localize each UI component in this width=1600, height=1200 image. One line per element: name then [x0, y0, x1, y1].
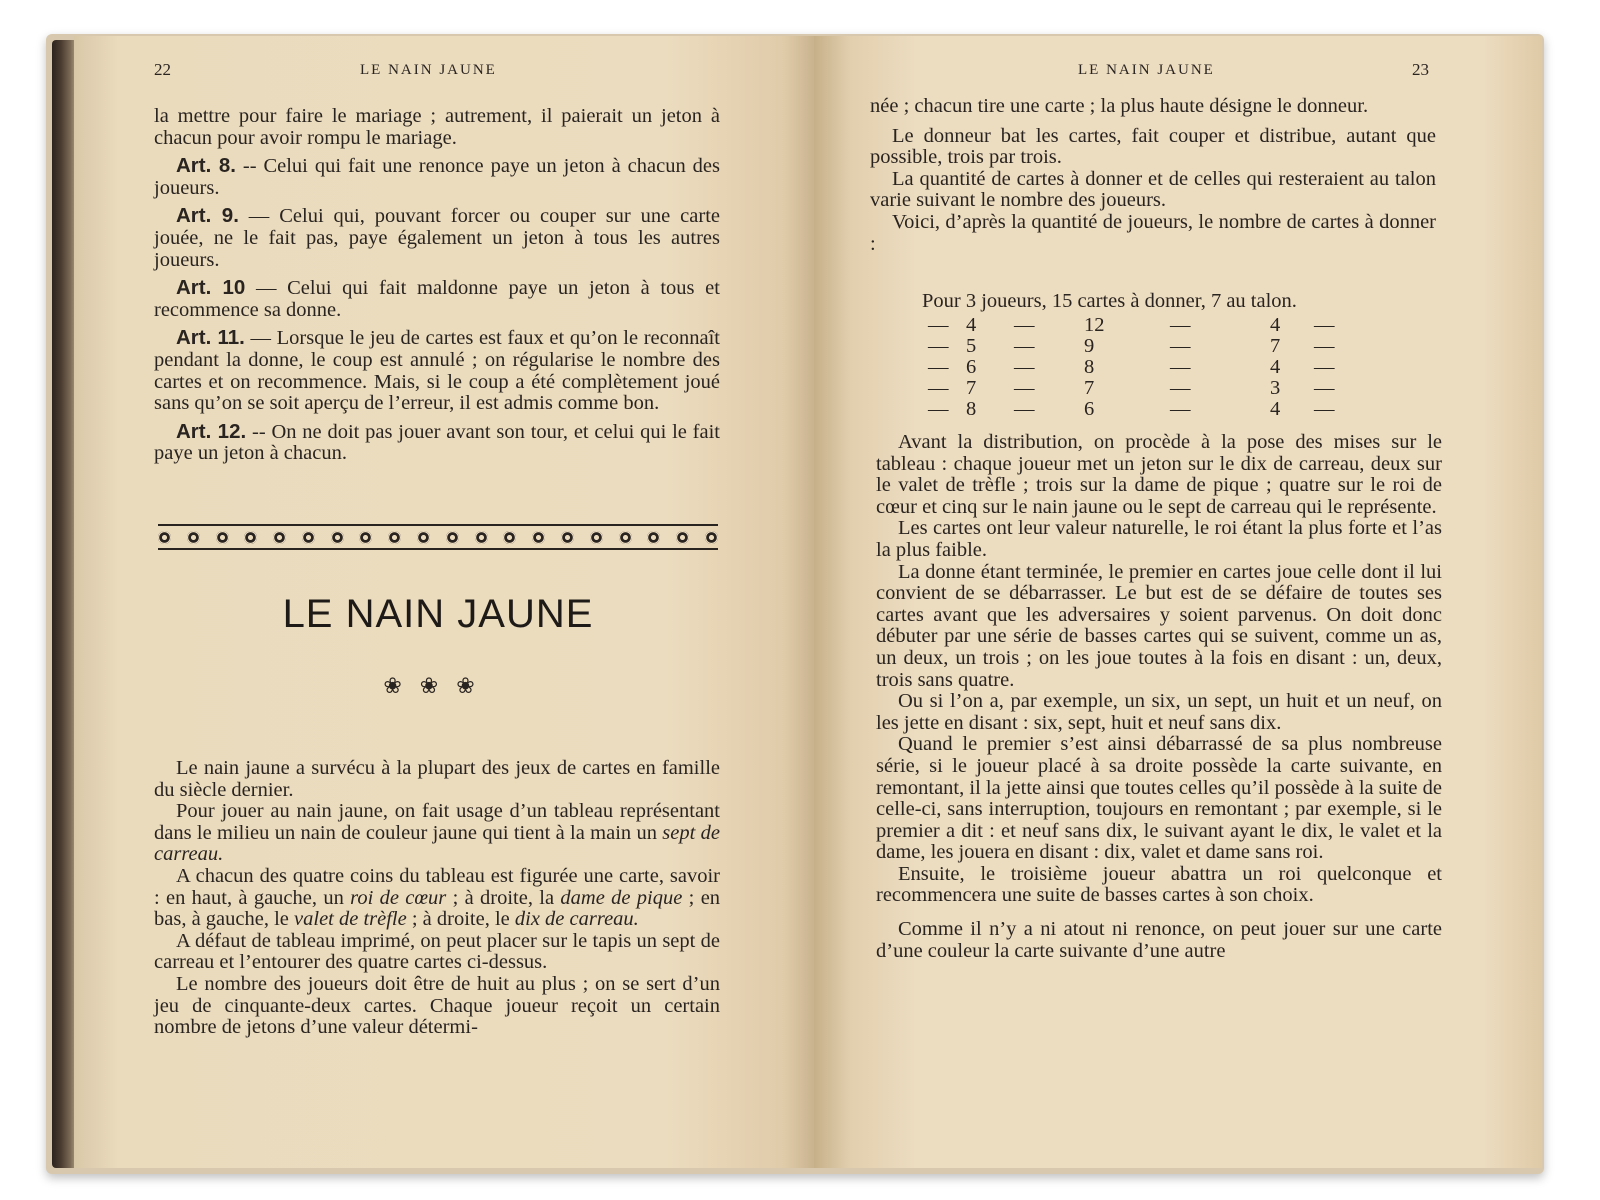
rules-block	[876, 432, 1442, 962]
italic-run: sept de carreau.	[154, 821, 720, 866]
table-dash: —	[928, 398, 949, 420]
table-cell: 6	[966, 356, 977, 378]
italic-run: dix de carreau.	[514, 908, 639, 931]
table-dash: —	[1014, 398, 1035, 420]
table-cell: 4	[1270, 356, 1281, 378]
table-row	[914, 398, 1434, 419]
table-dash: —	[1314, 335, 1335, 357]
table-dash: —	[1014, 314, 1035, 336]
table-dash: —	[928, 356, 949, 378]
table-cell: 3	[1270, 377, 1281, 399]
card-distribution-table	[914, 290, 1434, 419]
intro-block	[154, 758, 720, 1039]
table-first-line	[914, 290, 1434, 314]
article-text: -- On ne doit pas jouer avant son tour, et celui qui le fait paye un jeton à chacun.	[154, 420, 720, 465]
table-cell: 8	[966, 398, 977, 420]
article-8	[154, 155, 720, 199]
table-cell: 4	[1270, 398, 1281, 420]
article-10	[154, 277, 720, 321]
article-label: Art. 8.	[176, 154, 236, 178]
text-run: ; à droite, la	[446, 886, 561, 909]
table-dash: —	[1314, 356, 1335, 378]
article-text: -- Celui qui fait une renonce paye un jeton à chacun des joueurs.	[154, 155, 720, 199]
table-dash: —	[1314, 398, 1335, 420]
intro-block	[870, 96, 1436, 255]
text-run: ; à droite, le	[406, 908, 515, 931]
paragraph	[154, 801, 720, 866]
text-run: ; en bas, à gauche, le	[154, 886, 721, 931]
table-dash: —	[1170, 377, 1191, 399]
paragraph: Le donneur bat les cartes, fait couper et distribue, autant que possible, trois par trois.	[870, 124, 1436, 169]
paragraph: Les cartes ont leur valeur naturelle, le roi étant la plus forte et l’as la plus faible.	[876, 517, 1442, 561]
article-text: — Celui qui, pouvant forcer ou couper sur une carte jouée, ne le fait pas, paye également un jeton à tous les autres joueurs.	[154, 205, 720, 271]
article-11	[154, 327, 720, 414]
running-head: LE NAIN JAUNE	[360, 62, 497, 78]
table-row	[914, 335, 1434, 356]
table-cell: 6	[1084, 398, 1095, 420]
table-dash: —	[1170, 335, 1191, 357]
table-dash: —	[1014, 377, 1035, 399]
paragraph: La quantité de cartes à donner et de celles qui resteraient au talon varie suivant le nombre des joueurs.	[870, 167, 1436, 212]
text-run: A chacun des quatre coins du tableau est figurée une carte, savoir : en haut, à gauche, un	[154, 864, 720, 909]
table-dash: —	[928, 314, 949, 336]
left-page	[74, 36, 814, 1168]
article-label: Art. 10	[176, 276, 246, 300]
table-dash: —	[1170, 356, 1191, 378]
paragraph: Comme il n’y a ni atout ni renonce, on peut jouer sur une carte d’une couleur la carte suivante d’une autre	[876, 918, 1442, 962]
paragraph: Le nombre des joueurs doit être de huit au plus ; on se sert d’un jeu de cinquante-deux cartes. Chaque joueur reçoit un certain nombre de jetons d’une valeur détermi-	[154, 972, 720, 1039]
table-dash: —	[1014, 335, 1035, 357]
article-text: — Celui qui fait maldonne paye un jeton à tous et recommence sa donne.	[154, 277, 720, 321]
table-cell: 4	[1270, 314, 1281, 336]
paragraph: la mettre pour faire le mariage ; autrement, il paierait un jeton à chacun pour avoir rompu le mariage.	[154, 105, 720, 149]
table-cell: 7	[1084, 377, 1095, 399]
italic-run: dame de pique	[560, 886, 683, 909]
table-dash: —	[1170, 314, 1191, 336]
paragraph: Avant la distribution, on procède à la pose des mises sur le tableau : chaque joueur met un jeton sur le dix de carreau, deux sur le valet de trèfle ; trois sur la dame de pique ; quatre sur le roi de cœur et cinq sur le nain jaune ou le sept de carreau qui le représente.	[876, 431, 1442, 518]
text-run: Pour jouer au nain jaune, on fait usage d’un tableau représentant dans le milieu un nain de couleur jaune qui tient à la main un	[154, 800, 720, 844]
table-cell: 9	[1084, 335, 1095, 357]
ornamental-divider	[158, 524, 718, 550]
table-row	[914, 356, 1434, 377]
article-label: Art. 12.	[176, 419, 247, 443]
paragraph: Voici, d’après la quantité de joueurs, le nombre de cartes à donner :	[870, 210, 1436, 255]
article-text: — Lorsque le jeu de cartes est faux et qu’on le reconnaît pendant la donne, le coup est annulé ; on régularise le nombre des cartes et on recommence. Mais, si le coup a été complètement joué sans qu’on se soit aperçu de l’erreur, il est admis comme bon.	[154, 327, 720, 415]
right-page	[814, 36, 1542, 1168]
fleuron-ornament: ❀❀❀	[383, 674, 493, 699]
table-cell: 5	[966, 335, 977, 357]
paragraph: née ; chacun tire une carte ; la plus haute désigne le donneur.	[870, 95, 1369, 117]
articles-block	[154, 106, 720, 465]
table-row	[914, 377, 1434, 398]
italic-run: roi de cœur	[350, 886, 447, 909]
article-label: Art. 11.	[176, 326, 245, 350]
paragraph	[154, 866, 720, 931]
paragraph: Quand le premier s’est ainsi débarrassé de sa plus nombreuse série, si le joueur placé à sa droite possède la carte suivante, en remontant, il la jette ainsi que toutes celles qu’il possède à la suite de celle-ci, sans interruption, toujours en remontant ; par exemple, si le premier a dit : et neuf sans dix, le suivant ayant le dix, le valet et la dame, les jouera en disant : dix, valet et dame sans roi.	[876, 733, 1442, 864]
paragraph: La donne étant terminée, le premier en cartes joue celle dont il lui convient de se débarrasser. Le but est de se défaire de toutes ses cartes avant que les adversaires y soient parvenus. On doit donc débuter par une série de basses cartes qui se suivent, comme un as, un deux, un trois ; on les joue toutes à la fois en disant : un, deux, trois sans quatre.	[876, 560, 1442, 691]
page-number: 23	[1412, 60, 1429, 79]
table-cell: 4	[966, 314, 977, 336]
article-label: Art. 9.	[176, 204, 239, 228]
table-dash: —	[928, 335, 949, 357]
paragraph: Ou si l’on a, par exemple, un six, un sept, un huit et un neuf, on les jette en disant : six, sept, huit et neuf sans dix.	[876, 690, 1442, 734]
paragraph: A défaut de tableau imprimé, on peut placer sur le tapis un sept de carreau et l’entourer des quatre cartes ci-dessus.	[154, 929, 720, 974]
table-dash: —	[1170, 398, 1191, 420]
table-dash: —	[928, 377, 949, 399]
running-head: LE NAIN JAUNE	[1078, 62, 1215, 78]
table-cell: 7	[1270, 335, 1281, 357]
table-cell: Pour 3 joueurs, 15 cartes à donner, 7 au talon.	[922, 290, 1297, 312]
chapter-title: LE NAIN JAUNE	[282, 592, 594, 636]
table-dash: —	[1314, 377, 1335, 399]
table-cell: 8	[1084, 356, 1095, 378]
paragraph: Le nain jaune a survécu à la plupart des jeux de cartes en famille du siècle dernier.	[154, 757, 720, 801]
page-number: 22	[154, 60, 171, 79]
italic-run: valet de trèfle	[294, 908, 407, 931]
table-cell: 7	[966, 377, 977, 399]
article-12	[154, 421, 720, 465]
table-row	[914, 314, 1434, 335]
table-dash: —	[1014, 356, 1035, 378]
table-dash: —	[1314, 314, 1335, 336]
table-cell: 12	[1084, 314, 1105, 336]
paragraph: Ensuite, le troisième joueur abattra un roi quelconque et recommencera une suite de basses cartes à son choix.	[876, 862, 1442, 907]
article-9	[154, 205, 720, 271]
